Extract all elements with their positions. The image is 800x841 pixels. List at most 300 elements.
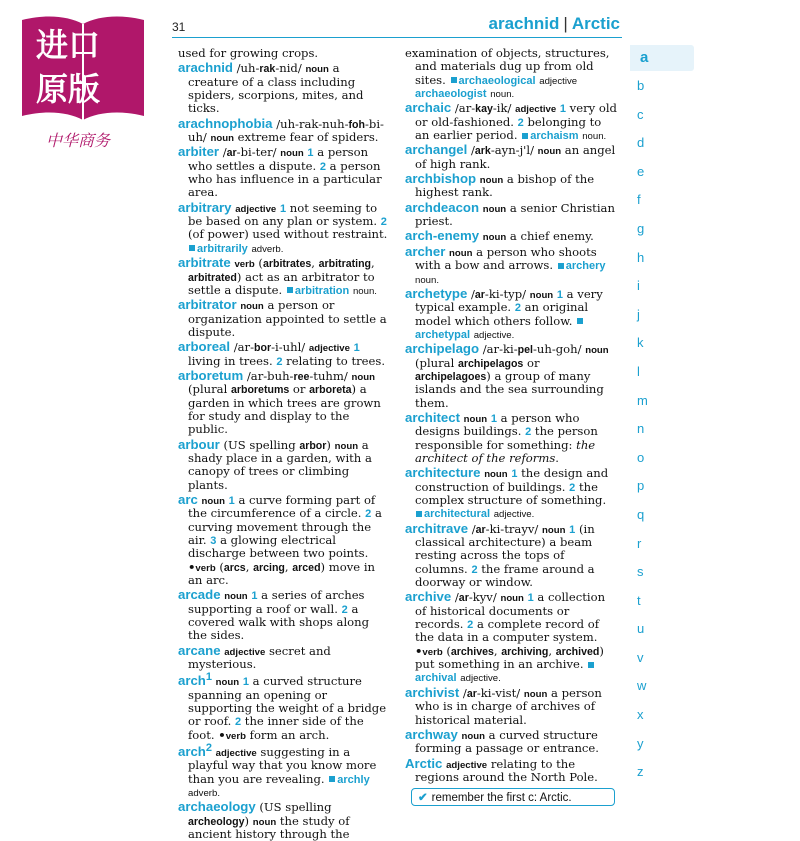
sense-number: 1 bbox=[556, 288, 563, 301]
part-of-speech: noun bbox=[537, 146, 562, 158]
headword: archbishop bbox=[405, 171, 477, 187]
part-of-speech: noun bbox=[585, 345, 609, 357]
entry-architrave bbox=[405, 520, 617, 590]
headword: archive bbox=[405, 589, 452, 605]
entry-continuation bbox=[405, 46, 617, 101]
sense-number: 1 bbox=[559, 103, 566, 116]
headword: arbiter bbox=[178, 144, 220, 160]
headword: archipelago bbox=[405, 341, 480, 357]
text: -ayn-j'l/ bbox=[490, 143, 538, 158]
headword: archaic bbox=[405, 100, 452, 116]
sense-number: 1 bbox=[228, 495, 235, 507]
entry-architect bbox=[405, 409, 617, 465]
definition-text: not seeming to be based on any plan or system. bbox=[188, 200, 381, 229]
derivative: arbitrarily bbox=[197, 242, 248, 255]
thumb-index-letter: v bbox=[637, 649, 644, 665]
definition-text: a person who shoots with a bow and arrows. bbox=[415, 244, 597, 273]
part-of-speech: noun. bbox=[352, 285, 377, 297]
thumb-index-letter: t bbox=[637, 592, 641, 608]
logo-line1-text: 进口 bbox=[36, 26, 101, 64]
definition-text: a curved structure spanning an opening or supporting the weight of a bridge or roof. bbox=[188, 674, 387, 729]
thumb-index-active-tab bbox=[630, 45, 694, 71]
inflection: archiving bbox=[501, 645, 549, 658]
definition-text: a person who settles a dispute. bbox=[188, 145, 369, 173]
definition-text: an angel of high rank. bbox=[415, 143, 616, 171]
logo-line2-text: 原版 bbox=[36, 70, 101, 108]
entry-arch-2 bbox=[178, 742, 390, 799]
definition-text: the study of ancient history through the bbox=[188, 813, 350, 841]
publisher-logo bbox=[16, 12, 150, 154]
entry-archdeacon bbox=[405, 199, 617, 229]
thumb-index-letter: f bbox=[637, 192, 641, 208]
entry-archaic bbox=[405, 100, 617, 143]
headword: arch bbox=[178, 673, 206, 689]
derivative-marker-icon bbox=[189, 245, 195, 251]
part-of-speech: noun bbox=[305, 64, 329, 76]
definition-text: a creature of a class including spiders, scorpions, mites, and ticks. bbox=[188, 61, 364, 116]
text: -kyv/ bbox=[468, 590, 501, 605]
entry-archbishop bbox=[405, 171, 617, 200]
text: (plural bbox=[415, 355, 458, 370]
sense-number: 1 bbox=[490, 412, 497, 425]
definition-text: living in trees. bbox=[188, 353, 277, 368]
thumb-index bbox=[637, 78, 661, 793]
derivative-marker-icon bbox=[287, 287, 293, 293]
headword: architecture bbox=[405, 465, 481, 481]
inflection: archipelagos bbox=[457, 357, 524, 370]
headword: archer bbox=[405, 243, 446, 259]
definition-text: form an arch. bbox=[245, 727, 330, 742]
definition-text: used for growing crops. bbox=[178, 46, 319, 60]
text: /ar- bbox=[451, 101, 476, 116]
headword: architrave bbox=[405, 520, 469, 536]
sense-number: 2 bbox=[380, 216, 387, 229]
sense-number: 2 bbox=[341, 603, 348, 616]
stress-syllable: ark bbox=[474, 145, 491, 158]
text: -nid/ bbox=[275, 61, 306, 76]
entry-archive bbox=[405, 589, 617, 685]
text: /uh- bbox=[232, 61, 260, 76]
spelling-tip-box bbox=[411, 788, 615, 806]
sense-number: 3 bbox=[210, 535, 217, 548]
sense-number: 2 bbox=[234, 716, 242, 729]
part-of-speech: noun bbox=[334, 440, 359, 452]
entry-arch-1 bbox=[178, 671, 390, 742]
inflection: arboreta bbox=[309, 384, 352, 397]
definition-text: suggesting in a playful way that you know more than you are revealing. bbox=[188, 744, 377, 786]
entry-arc bbox=[178, 492, 390, 588]
text: . bbox=[555, 450, 559, 465]
part-of-speech: adverb. bbox=[251, 243, 284, 255]
last-guide-word: Arctic bbox=[571, 14, 620, 33]
part-of-speech: verb bbox=[195, 562, 216, 574]
homograph-number: 1 bbox=[205, 671, 212, 684]
part-of-speech: noun. bbox=[490, 89, 515, 101]
derivative: archery bbox=[565, 260, 606, 273]
part-of-speech: noun bbox=[463, 413, 488, 425]
sense-number: 1 bbox=[307, 147, 314, 160]
headword: architect bbox=[405, 409, 460, 425]
definition-text: secret and mysterious. bbox=[188, 643, 331, 672]
headword: archway bbox=[405, 726, 458, 742]
part-of-speech: noun bbox=[479, 175, 504, 187]
entry-arcane bbox=[178, 642, 390, 672]
sense-number: 1 bbox=[569, 523, 576, 536]
definition-text: relating to trees. bbox=[282, 353, 386, 368]
text: (US spelling bbox=[255, 800, 332, 815]
definition-text: belonging to an earlier period. bbox=[415, 114, 602, 143]
derivative: archival bbox=[415, 672, 457, 685]
stress-syllable: foh bbox=[348, 118, 365, 131]
thumb-index-letter: i bbox=[637, 278, 640, 294]
thumb-index-letter: m bbox=[637, 392, 648, 408]
inflection: archived bbox=[555, 645, 600, 658]
homograph-number: 2 bbox=[205, 742, 212, 755]
sense-number: 2 bbox=[514, 302, 521, 315]
headword: arbour bbox=[178, 436, 220, 452]
part-of-speech: adjective bbox=[308, 343, 350, 355]
definition-text: extreme fear of spiders. bbox=[233, 130, 379, 145]
sense-number: 2 bbox=[569, 481, 576, 494]
derivative: archly bbox=[337, 773, 370, 786]
inflection: arced bbox=[292, 561, 321, 574]
sense-number: 1 bbox=[251, 590, 258, 603]
definition-text: the frame around a doorway or window. bbox=[415, 561, 595, 590]
thumb-index-letter: k bbox=[637, 335, 644, 351]
stress-syllable: bor bbox=[254, 342, 272, 355]
definition-text: a chief enemy. bbox=[506, 229, 594, 244]
first-guide-word: arachnid bbox=[488, 14, 560, 33]
derivative-marker-icon bbox=[588, 662, 594, 668]
text: ) bbox=[244, 813, 253, 828]
definition-text: an original model which others follow. bbox=[415, 300, 589, 328]
part-of-speech: noun bbox=[201, 496, 225, 507]
sense-number: 2 bbox=[365, 508, 372, 521]
part-of-speech: noun bbox=[542, 524, 566, 536]
column-left bbox=[178, 47, 390, 841]
stress-syllable: ree bbox=[293, 370, 310, 383]
text: , bbox=[493, 643, 502, 658]
stress-syllable: rak bbox=[259, 63, 276, 76]
entry-arboretum bbox=[178, 367, 390, 437]
derivative: archaeologist bbox=[415, 88, 487, 101]
entry-archaeology bbox=[178, 799, 390, 841]
definition-text: the person responsible for something: bbox=[415, 424, 598, 452]
headword: arbitrate bbox=[178, 255, 231, 271]
thumb-index-letter: g bbox=[637, 220, 645, 236]
thumb-index-letter: s bbox=[637, 564, 644, 580]
entry-arbitrate bbox=[178, 255, 390, 297]
headword: arcade bbox=[178, 587, 221, 603]
thumb-index-letter: x bbox=[637, 707, 644, 723]
part-of-speech: adjective bbox=[215, 747, 257, 759]
text: , bbox=[371, 256, 375, 271]
sense-number: 1 bbox=[511, 468, 518, 481]
variant-spelling: arbor bbox=[299, 439, 327, 452]
guide-word-separator: | bbox=[563, 14, 568, 33]
derivative-marker-icon bbox=[577, 318, 583, 324]
text: -uh-goh/ bbox=[532, 342, 586, 357]
headword: arbitrator bbox=[178, 297, 237, 313]
definition-text: a person who has influence in a particular area. bbox=[188, 158, 382, 200]
headword: arbitrary bbox=[178, 199, 232, 215]
part-of-speech: adjective bbox=[446, 759, 488, 771]
definition-text: a series of arches supporting a roof or wall. bbox=[188, 588, 365, 616]
thumb-index-letter: u bbox=[637, 621, 645, 637]
sense-number: 1 bbox=[527, 592, 534, 605]
thumb-index-letter: r bbox=[637, 535, 642, 551]
definition-text: a person who designs buildings. bbox=[415, 410, 580, 439]
part-of-speech: verb bbox=[225, 730, 246, 742]
text: ( bbox=[215, 559, 224, 574]
definition-text: a curving movement through the air. bbox=[188, 506, 382, 548]
part-of-speech: noun bbox=[482, 203, 507, 215]
derivative-marker-icon bbox=[416, 511, 422, 517]
definition-text: the inner side of the foot. bbox=[188, 714, 364, 742]
text: /ar-buh- bbox=[243, 368, 294, 383]
derivative-marker-icon bbox=[329, 776, 335, 782]
part-of-speech: noun bbox=[461, 730, 485, 742]
derivative: archaism bbox=[530, 130, 579, 143]
entry-arbour bbox=[178, 436, 390, 492]
definition-text: ) a group of many islands and the sea surrounding them. bbox=[415, 368, 604, 410]
part-of-speech: adjective bbox=[235, 203, 277, 215]
definition-text: examination of objects, structures, and materials dug up from old sites. bbox=[405, 46, 610, 87]
part-of-speech: noun. bbox=[415, 274, 440, 286]
sense-number: 2 bbox=[525, 426, 532, 439]
part-of-speech: noun bbox=[351, 371, 375, 383]
text: -ki-vist/ bbox=[476, 685, 524, 700]
text: -tuhm/ bbox=[309, 368, 352, 383]
bullet-icon: • bbox=[415, 643, 423, 658]
thumb-index-letter: y bbox=[637, 735, 644, 751]
derivative: archaeological bbox=[458, 74, 536, 87]
text: /uh-rak-nuh- bbox=[272, 116, 349, 131]
headword: arc bbox=[178, 492, 198, 507]
thumb-index-letter: d bbox=[637, 135, 645, 151]
thumb-index-letter: o bbox=[637, 449, 645, 465]
definition-text: a collection of historical documents or records. bbox=[415, 590, 606, 632]
text: -bi-ter/ bbox=[236, 145, 281, 160]
text: or bbox=[289, 382, 310, 397]
text: ( bbox=[442, 643, 451, 658]
entry-archetype bbox=[405, 285, 617, 341]
stress-syllable: ar bbox=[475, 523, 486, 536]
stress-syllable: ar bbox=[226, 147, 237, 160]
definition-text: ) move in an arc. bbox=[188, 559, 376, 588]
stress-syllable: ar bbox=[458, 592, 469, 605]
sense-number: 2 bbox=[319, 160, 326, 173]
definition-text: a shady place in a garden, with a canopy of trees or climbing plants. bbox=[188, 437, 372, 492]
text: -ki-typ/ bbox=[484, 286, 530, 301]
entry-architecture bbox=[405, 465, 617, 521]
entry-arch-enemy bbox=[405, 228, 617, 244]
definition-text: a very typical example. bbox=[415, 286, 603, 315]
definition-text: a complete record of the data in a computer system. bbox=[415, 617, 600, 645]
inflection: arbitrating bbox=[318, 258, 372, 271]
part-of-speech: adjective. bbox=[460, 673, 501, 685]
definition-text: (of power) used without restraint. bbox=[188, 227, 388, 242]
definition-text: a glowing electrical discharge between two points. bbox=[188, 533, 369, 561]
headword: archivist bbox=[405, 684, 460, 700]
entry-arachnid bbox=[178, 60, 390, 116]
part-of-speech: noun bbox=[500, 593, 524, 605]
logo-brand-text: 中华商务 bbox=[46, 131, 111, 150]
part-of-speech: noun bbox=[280, 148, 304, 160]
part-of-speech: noun bbox=[482, 232, 507, 244]
part-of-speech: noun bbox=[240, 301, 264, 313]
sense-number: 2 bbox=[276, 355, 283, 368]
headword: archdeacon bbox=[405, 199, 480, 215]
part-of-speech: verb bbox=[234, 259, 255, 271]
headword: arch-enemy bbox=[405, 228, 480, 244]
sense-number: 2 bbox=[517, 116, 524, 129]
headword: arboreal bbox=[178, 339, 231, 355]
definition-text: the design and construction of buildings. bbox=[415, 466, 609, 494]
derivative: archetypal bbox=[415, 328, 471, 341]
part-of-speech: noun bbox=[210, 133, 234, 145]
text: / bbox=[459, 685, 467, 700]
text: -ki-trayv/ bbox=[485, 521, 543, 536]
part-of-speech: noun bbox=[252, 816, 277, 828]
definition-text: a person or organization appointed to settle a dispute. bbox=[188, 298, 387, 339]
entry-continuation bbox=[178, 46, 390, 60]
entry-arbiter bbox=[178, 144, 390, 200]
entry-archipelago bbox=[405, 341, 617, 410]
definition-text: (in classical architecture) a beam resting across the tops of columns. bbox=[415, 521, 595, 576]
thumb-index-letter: w bbox=[637, 678, 647, 694]
stress-syllable: pel bbox=[517, 344, 533, 357]
part-of-speech: adjective. bbox=[493, 509, 535, 521]
headword: arch bbox=[178, 743, 206, 759]
example-text: the architect of the reforms bbox=[415, 437, 596, 465]
text: /ar-ki- bbox=[479, 342, 518, 357]
definition-text: a curved structure forming a passage or entrance. bbox=[415, 727, 599, 756]
text: /ar- bbox=[230, 340, 255, 355]
entry-archangel bbox=[405, 142, 617, 171]
entry-arboreal bbox=[178, 339, 390, 368]
text: or bbox=[523, 355, 540, 370]
thumb-index-letter: l bbox=[637, 363, 640, 379]
text: / bbox=[468, 521, 476, 536]
definition-text: a curve forming part of the circumference of a circle. bbox=[188, 493, 376, 521]
part-of-speech: noun bbox=[529, 289, 554, 301]
text: / bbox=[451, 590, 459, 605]
stress-syllable: ar bbox=[474, 288, 485, 301]
derivative-marker-icon bbox=[558, 263, 564, 269]
page-number: 31 bbox=[172, 20, 186, 34]
thumb-index-letter: b bbox=[637, 78, 645, 93]
thumb-index-letter: n bbox=[637, 421, 645, 437]
text: , bbox=[548, 643, 556, 658]
text: ( bbox=[254, 256, 263, 271]
entry-arachnophobia bbox=[178, 115, 390, 145]
part-of-speech: noun. bbox=[582, 131, 607, 143]
part-of-speech: noun bbox=[523, 688, 548, 700]
definition-text: ) put something in an archive. bbox=[415, 643, 604, 672]
inflection: arcs bbox=[223, 561, 246, 574]
entry-arctic bbox=[405, 755, 617, 785]
bullet-icon: • bbox=[188, 559, 196, 574]
text: -bi-uh/ bbox=[188, 116, 384, 145]
part-of-speech: noun bbox=[224, 591, 248, 603]
derivative: arbitration bbox=[294, 284, 350, 297]
definition-text: relating to the regions around the North Pole. bbox=[415, 756, 598, 784]
entry-arcade bbox=[178, 587, 390, 643]
inflection: arbitrated bbox=[188, 271, 237, 284]
headword: arboretum bbox=[178, 367, 244, 383]
headword: archaeology bbox=[178, 799, 256, 815]
entry-arbitrator bbox=[178, 297, 390, 339]
derivative-marker-icon bbox=[522, 133, 528, 139]
headword: archetype bbox=[405, 285, 468, 301]
sense-number: 2 bbox=[471, 563, 478, 576]
definition-text: very old or old-fashioned. bbox=[415, 101, 617, 129]
headword: arachnid bbox=[178, 60, 233, 76]
thumb-index-letter: z bbox=[637, 764, 644, 780]
stress-syllable: kay bbox=[475, 103, 493, 116]
sense-number: 2 bbox=[467, 619, 474, 632]
part-of-speech: noun bbox=[215, 677, 240, 689]
tip-text: remember the first c: Arctic. bbox=[431, 792, 572, 805]
definition-text: a person who is in charge of archives of historical material. bbox=[415, 685, 602, 727]
definition-text: ) act as an arbitrator to settle a dispute. bbox=[188, 269, 375, 297]
thumb-index-letter: e bbox=[637, 163, 645, 179]
column-right bbox=[405, 47, 617, 806]
part-of-speech: adverb. bbox=[188, 787, 220, 799]
entry-archer bbox=[405, 243, 617, 286]
derivative: architectural bbox=[424, 508, 491, 521]
text: -ik/ bbox=[492, 101, 516, 116]
entry-archivist bbox=[405, 684, 617, 727]
inflection: archipelagoes bbox=[415, 370, 487, 383]
text: , bbox=[284, 559, 293, 574]
entry-arbitrary bbox=[178, 199, 390, 255]
text: , bbox=[311, 256, 319, 271]
inflection: arcing bbox=[253, 561, 285, 574]
part-of-speech: noun bbox=[449, 247, 473, 259]
header-rule bbox=[172, 37, 622, 38]
headword: archangel bbox=[405, 142, 468, 158]
headword: Arctic bbox=[405, 755, 443, 771]
inflection: arboretums bbox=[230, 384, 290, 397]
part-of-speech: adjective bbox=[515, 104, 557, 116]
text: ) bbox=[326, 437, 335, 452]
text: / bbox=[219, 145, 227, 160]
part-of-speech: verb bbox=[422, 646, 443, 658]
thumb-index-letter: h bbox=[637, 249, 645, 265]
definition-text: a bishop of the highest rank. bbox=[415, 172, 595, 200]
sense-number: 1 bbox=[279, 202, 287, 215]
text: (plural bbox=[188, 382, 231, 397]
entry-archway bbox=[405, 726, 617, 756]
part-of-speech: adjective bbox=[224, 646, 266, 658]
check-icon: ✔ bbox=[418, 792, 428, 805]
inflection: archives bbox=[450, 645, 494, 658]
thumb-index-letter: c bbox=[637, 106, 644, 122]
inflection: arbitrates bbox=[262, 258, 312, 271]
headword: arcane bbox=[178, 642, 221, 658]
thumb-index-letter: p bbox=[637, 478, 645, 494]
definition-text: a senior Christian priest. bbox=[415, 200, 615, 229]
thumb-index-letter: q bbox=[637, 506, 645, 522]
derivative-marker-icon bbox=[451, 77, 457, 83]
variant-spelling: archeology bbox=[188, 815, 245, 828]
text: / bbox=[467, 286, 475, 301]
part-of-speech: adjective. bbox=[473, 329, 515, 341]
part-of-speech: adjective bbox=[539, 75, 578, 87]
sense-number: 1 bbox=[353, 342, 360, 355]
